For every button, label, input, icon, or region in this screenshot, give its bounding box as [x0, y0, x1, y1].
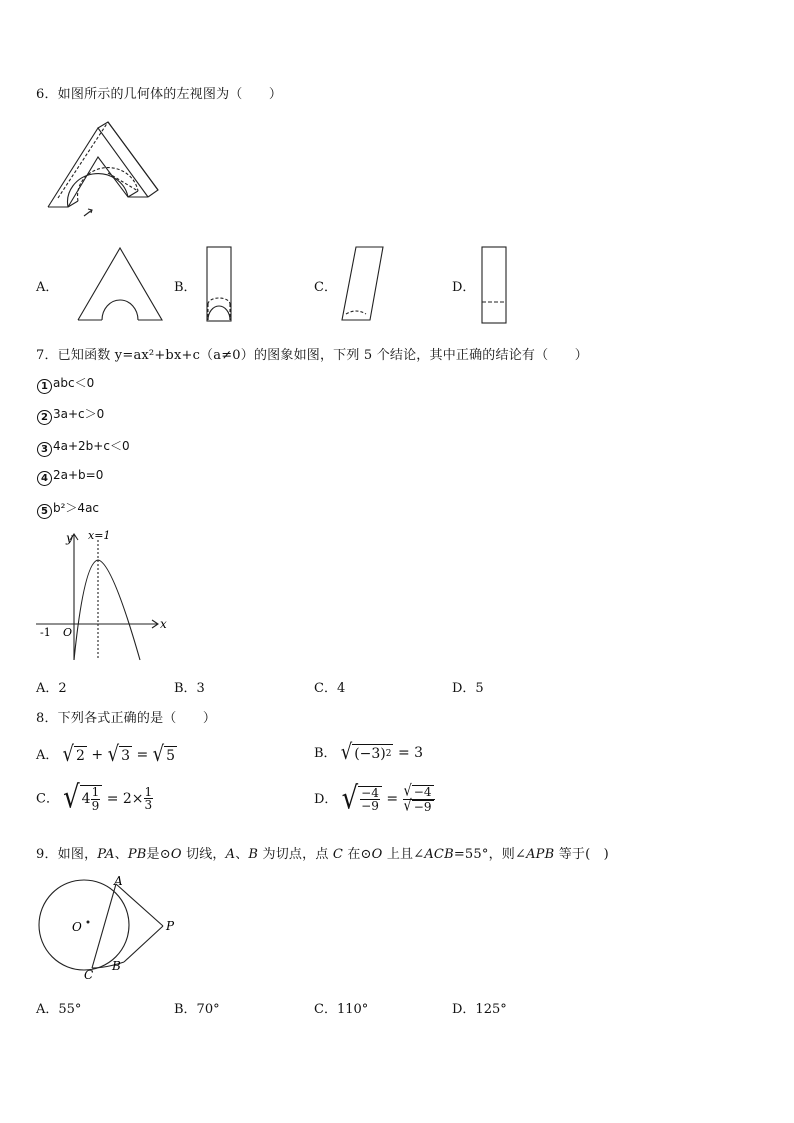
q8-b-equals: = 3: [397, 745, 424, 761]
q7-item-2-text: 3a+c＞0: [53, 407, 105, 421]
q7-item-4-text: 2a+b=0: [53, 468, 104, 482]
q7-item-1-mark: 1: [37, 379, 52, 394]
q8-a-radicand-1: 2: [76, 747, 85, 764]
q8-c-equals: = 2×: [106, 790, 144, 807]
q8-d-num: −4: [361, 785, 379, 800]
center-dot: [87, 921, 90, 924]
q8-a-plus: +: [91, 747, 104, 763]
q8-c-den2: 3: [144, 798, 153, 813]
label-o: O: [72, 920, 82, 934]
q6-option-c-label[interactable]: C．: [314, 280, 337, 295]
q8-a-equals: =: [136, 747, 149, 763]
q6-option-b-label[interactable]: B．: [174, 280, 197, 295]
q9-circle-figure: [36, 870, 186, 985]
q6-option-a-label[interactable]: A．: [36, 280, 59, 295]
q8-d-den: −9: [361, 799, 379, 814]
q7-item-3-text: 4a+2b+c＜0: [53, 439, 130, 453]
q7-item-1-text: abc＜0: [53, 376, 95, 390]
q8-c-den: 9: [91, 798, 100, 813]
q8-d-num2: −4: [413, 785, 432, 799]
q6-option-d-label[interactable]: D．: [452, 280, 476, 295]
q8-option-a[interactable]: A． √ 2 + √ 3 = √ 5: [36, 741, 176, 767]
q9-option-a[interactable]: A．55°: [36, 1002, 82, 1017]
q7-item-5-text: b²＞4ac: [53, 501, 100, 515]
q8-c-num2: 1: [144, 784, 153, 799]
q7-item-5-mark: 5: [37, 504, 52, 519]
q8-stem: 8．下列各式正确的是（ ）: [36, 711, 217, 726]
q8-option-b[interactable]: B． √ (−3) 2 = 3: [314, 739, 424, 765]
q8-b-exponent: 2: [385, 748, 392, 759]
q8-option-c-label: C．: [36, 791, 59, 807]
q9-option-d[interactable]: D．125°: [452, 1002, 507, 1017]
x-axis-label: x: [160, 617, 167, 631]
q7-item-2-mark: 2: [37, 410, 52, 425]
chord-ac: [92, 884, 116, 968]
q8-option-b-label: B．: [314, 746, 337, 761]
y-axis-label: y: [66, 531, 73, 545]
neg-one-label: -1: [40, 626, 51, 639]
q8-option-a-label: A．: [36, 748, 59, 763]
q8-d-den2: −9: [413, 799, 432, 814]
q8-a-radicand-3: 5: [166, 747, 176, 764]
q7-item-4-mark: 4: [37, 471, 52, 486]
q6-solid-figure: [40, 118, 160, 226]
q9-option-c[interactable]: C．110°: [314, 1002, 369, 1017]
q6-option-b-figure: [204, 244, 236, 324]
label-c: C: [84, 968, 94, 982]
q7-item-4: [37, 468, 103, 486]
q8-c-num: 1: [91, 785, 100, 799]
q9-option-b[interactable]: B．70°: [174, 1002, 220, 1017]
q7-item-3: [37, 437, 130, 457]
q8-b-inner: (−3): [354, 745, 386, 762]
q7-stem: 7．已知函数 y=ax²+bx+c（a≠0）的图象如图，下列 5 个结论，其中正确的结论有（ ）: [36, 348, 588, 363]
q7-option-d[interactable]: D．5: [452, 681, 484, 696]
q8-d-equals: =: [386, 791, 399, 808]
q7-option-a[interactable]: A．2: [36, 681, 67, 696]
q7-item-1: [37, 374, 94, 394]
circle-o: [39, 880, 129, 970]
origin-label: O: [63, 626, 73, 639]
tangent-pa: [116, 884, 163, 926]
q6-option-a-figure: [76, 244, 164, 322]
q8-c-whole: 4: [81, 791, 91, 808]
tangent-pb: [124, 926, 163, 962]
q6-stem: 6．如图所示的几何体的左视图为（ ）: [36, 87, 283, 102]
q8-option-d[interactable]: D． √ $\frac{-4}{-9}$ = √ −4 √ −9: [314, 785, 435, 813]
q7-item-2: [37, 405, 104, 425]
label-p: P: [166, 919, 175, 933]
q7-option-c[interactable]: C．4: [314, 681, 346, 696]
symmetry-axis-label: x=1: [88, 529, 111, 542]
q7-parabola-graph: [34, 526, 174, 666]
q6-option-d-figure: [479, 244, 511, 326]
label-b: B: [112, 959, 121, 973]
label-a: A: [114, 874, 123, 888]
q6-option-c-figure: [338, 244, 388, 324]
q7-item-5: [37, 499, 99, 519]
q9-stem: 9．如图，PA、PB是⊙O 切线，A、B 为切点，点 C 在⊙O 上且∠ACB=55°，则∠APB 等于( ): [36, 847, 609, 862]
q7-option-b[interactable]: B．3: [174, 681, 205, 696]
q7-item-3-mark: 3: [37, 442, 52, 457]
parabola-curve: [74, 560, 140, 660]
q8-option-d-label: D．: [314, 792, 338, 808]
q8-a-radicand-2: 3: [121, 747, 130, 764]
q8-option-c[interactable]: C． √ 4 $\frac{1}{9}$ = 2× $\frac{1}{3}$: [36, 779, 153, 816]
